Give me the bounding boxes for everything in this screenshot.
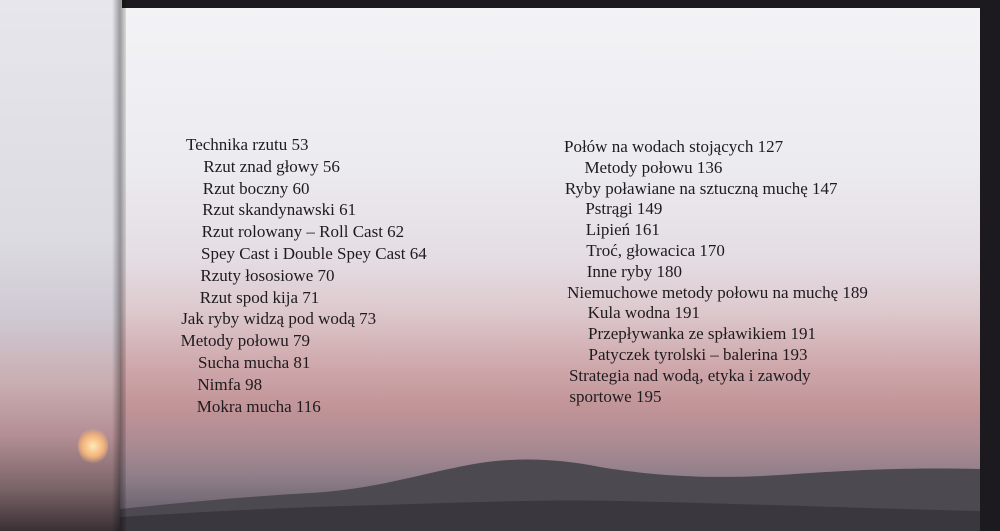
toc-entry: sportowe 195 [569,386,662,406]
toc-entry: Strategia nad wodą, etyka i zawody [568,365,811,385]
toc-entry: Kula wodna 191 [587,303,700,323]
toc-entry: Patyczek tyrolski – balerina 193 [588,345,808,364]
toc-entry: Rzut skandynawski 61 [202,200,357,220]
toc-entry: Mokra mucha 116 [196,396,321,416]
toc-entry: Nimfa 98 [197,374,263,394]
toc-entry: Rzut spod kija 71 [199,287,320,307]
toc-entry: Sucha mucha 81 [198,353,311,372]
toc-entry: Rzut boczny 60 [202,178,310,198]
toc-entry: Niemuchowe metody połowu na muchę 189 [567,282,868,302]
toc-entry: Ryby poławiane na sztuczną muchę 147 [564,178,838,198]
toc-entry: Rzuty łososiowe 70 [200,265,335,285]
toc-entry: Rzut rolowany – Roll Cast 62 [201,222,405,242]
sun-glow [78,428,108,464]
book-gutter [112,0,126,531]
toc-entry: Metody połowu 79 [180,331,310,351]
toc-entry: Troć, głowacica 170 [586,241,725,260]
toc-entry: Metody połowu 136 [584,157,723,177]
toc-entry: Połów na wodach stojących 127 [564,137,784,156]
toc-entry: Rzut znad głowy 56 [203,156,340,176]
hills-silhouette [120,411,980,531]
toc-entry: Technika rzutu 53 [186,135,309,154]
toc-entry: Spey Cast i Double Spey Cast 64 [201,244,427,263]
toc-entry: Inne ryby 180 [586,261,683,281]
toc-entry: Lipień 161 [585,220,660,240]
toc-entry: Pstrągi 149 [585,199,663,219]
toc-entry: Przepływanka ze spławikiem 191 [588,324,817,344]
toc-entry: Jak ryby widzą pod wodą 73 [181,309,377,329]
